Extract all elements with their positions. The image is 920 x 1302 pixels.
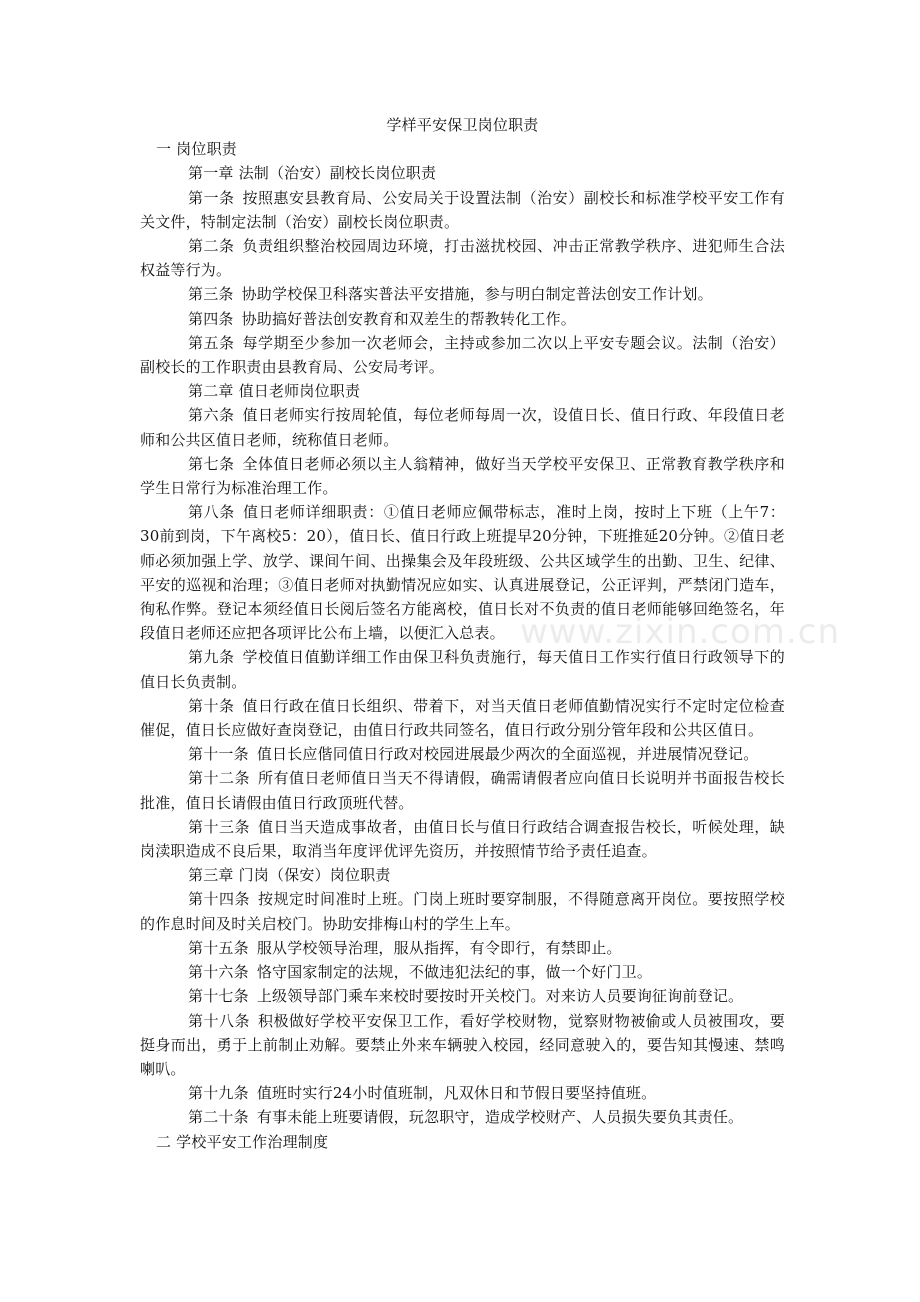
chapter-heading: 第一章 法制（治安）副校长岗位职责 xyxy=(188,164,437,183)
article-paragraph xyxy=(140,331,785,379)
article-paragraph xyxy=(140,1081,785,1105)
article-paragraph xyxy=(140,815,785,863)
article-text: 有事未能上班要请假，玩忽职守，造成学校财产、人员损失要负其责任。 xyxy=(256,1108,744,1127)
article-paragraph xyxy=(140,1009,785,1082)
article-text: 协助搞好普法创安教育和双差生的帮教转化工作。 xyxy=(241,309,577,328)
article-paragraph xyxy=(140,766,785,814)
article-paragraph xyxy=(140,887,785,935)
section-heading: 一 岗位职责 xyxy=(156,140,237,159)
chapter-heading: 第三章 门岗（保安）岗位职责 xyxy=(188,866,391,885)
article-paragraph xyxy=(140,307,785,331)
article-number: 第十六条 xyxy=(188,963,249,982)
article-paragraph xyxy=(140,1105,785,1129)
article-number: 第十九条 xyxy=(188,1084,249,1103)
section-heading: 二 学校平安工作治理制度 xyxy=(156,1132,329,1151)
article-paragraph xyxy=(140,500,785,645)
article-text: 学校值日值勤详细工作由保卫科负责施行，每天值日工作实行值日行政领导下的值日长负责制。 xyxy=(140,648,785,691)
article-number: 第十五条 xyxy=(188,938,249,957)
article-number: 第八条 xyxy=(188,503,235,522)
article-text: 值日当天造成事故者，由值日长与值日行政结合调查报告校长，听候处理，缺岗渎职造成不良后果，取消当年度评优评先资历，并按照情节给予责任追查。 xyxy=(140,817,785,861)
article-number: 第一条 xyxy=(188,188,235,207)
article-text: 所有值日老师值日当天不得请假，确需请假者应向值日长说明并书面报告校长批准，值日长请假由值日行政顶班代替。 xyxy=(140,769,785,812)
article-paragraph xyxy=(140,645,785,693)
article-number: 第十条 xyxy=(188,696,235,715)
article-number: 第三条 xyxy=(188,285,234,304)
article-paragraph xyxy=(140,234,785,282)
article-text: 积极做好学校平安保卫工作，看好学校财物，觉察财物被偷或人员被围攻，要挺身而出，勇于上前制止劝解。要禁止外来车辆驶入校园，经同意驶入的，要告知其慢速、禁鸣喇叭。 xyxy=(140,1011,785,1078)
article-text: 每学期至少参加一次老师会，主持或参加二次以上平安专题会议。法制（治安）副校长的工作职责由县教育局、公安局考评。 xyxy=(140,333,785,377)
article-text: 值日长应偕同值日行政对校园进展最少两次的全面巡视，并进展情况登记。 xyxy=(256,745,759,764)
article-text: 上级领导部门乘车来校时要按时开关校门。对来访人员要询征询前登记。 xyxy=(256,987,744,1006)
article-paragraph xyxy=(140,960,785,984)
article-text: 恪守国家制定的法规，不做违犯法纪的事，做一个好门卫。 xyxy=(256,963,653,982)
article-paragraph xyxy=(140,403,785,451)
article-text: 负责组织整治校园周边环境，打击滋扰校园、冲击正常教学秩序、进犯师生合法权益等行为。 xyxy=(140,237,785,280)
article-number: 第二十条 xyxy=(188,1108,249,1127)
article-number: 第九条 xyxy=(188,648,235,667)
article-paragraph xyxy=(140,452,785,500)
article-number: 第十七条 xyxy=(188,987,249,1006)
article-number: 第十二条 xyxy=(188,769,251,788)
article-text: 值日老师实行按周轮值，每位老师每周一次，设值日长、值日行政、年段值日老师和公共区值日老师，统称值日老师。 xyxy=(140,406,785,449)
document-body xyxy=(140,113,785,1154)
article-number: 第十三条 xyxy=(188,817,251,836)
article-paragraph xyxy=(140,694,785,742)
article-text: 值日老师详细职责：①值日老师应佩带标志，准时上岗，按时上下班（上午7：30前到岗，下午离校5：20），值日长、值日行政上班提早20分钟，下班推延20分钟。②值日老师必须加强上学、放学、课间午间、出操集会及年段班级、公共区域学生的出勤、卫生、纪律、平安的巡视和治理；③值日老师对执勤情况应如实、认真进展登记，公正评判，严禁闭门造车，徇私作弊。登记本须经值日长阅后签名方能离校，值日长对不负责的值日老师能够回绝签名，年段值日老师还应把各项评比公布上墙，以便汇入总表。 xyxy=(140,503,785,643)
article-text: 按规定时间准时上班。门岗上班时要穿制服，不得随意离开岗位。要按照学校的作息时间及时关启校门。协助安排梅山村的学生上车。 xyxy=(140,890,785,933)
article-text: 全体值日老师必须以主人翁精神，做好当天学校平安保卫、正常教育教学秩序和学生日常行为标准治理工作。 xyxy=(140,454,785,498)
article-text: 按照惠安县教育局、公安局关于设置法制（治安）副校长和标准学校平安工作有关文件，特制定法制（治安）副校长岗位职责。 xyxy=(140,188,785,231)
document-blocks xyxy=(140,137,785,1154)
article-paragraph xyxy=(140,186,785,234)
article-paragraph xyxy=(140,984,785,1008)
document-title: 学样平安保卫岗位职责 xyxy=(386,116,539,134)
article-paragraph xyxy=(140,936,785,960)
article-text: 服从学校领导治理，服从指挥，有令即行，有禁即止。 xyxy=(256,938,622,957)
article-number: 第十四条 xyxy=(188,890,251,909)
article-number: 第二条 xyxy=(188,237,235,255)
article-paragraph xyxy=(140,282,785,306)
article-paragraph xyxy=(140,742,785,766)
article-number: 第十八条 xyxy=(188,1011,251,1030)
article-number: 第十一条 xyxy=(188,745,249,764)
article-text: 值日行政在值日长组织、带着下，对当天值日老师值勤情况实行不定时定位检查催促，值日长应做好查岗登记，由值日行政共同签名，值日行政分别分管年段和公共区值日。 xyxy=(140,696,785,740)
article-text: 协助学校保卫科落实普法平安措施，参与明白制定普法创安工作计划。 xyxy=(241,285,713,304)
article-number: 第六条 xyxy=(188,406,235,425)
chapter-heading: 第二章 值日老师岗位职责 xyxy=(188,382,361,401)
article-number: 第四条 xyxy=(188,309,234,328)
watermark: www.zixin.com.cn xyxy=(520,612,840,652)
article-number: 第七条 xyxy=(188,454,235,473)
article-text: 值班时实行24小时值班制，凡双休日和节假日要坚持值班。 xyxy=(256,1084,657,1103)
article-number: 第五条 xyxy=(188,333,235,352)
